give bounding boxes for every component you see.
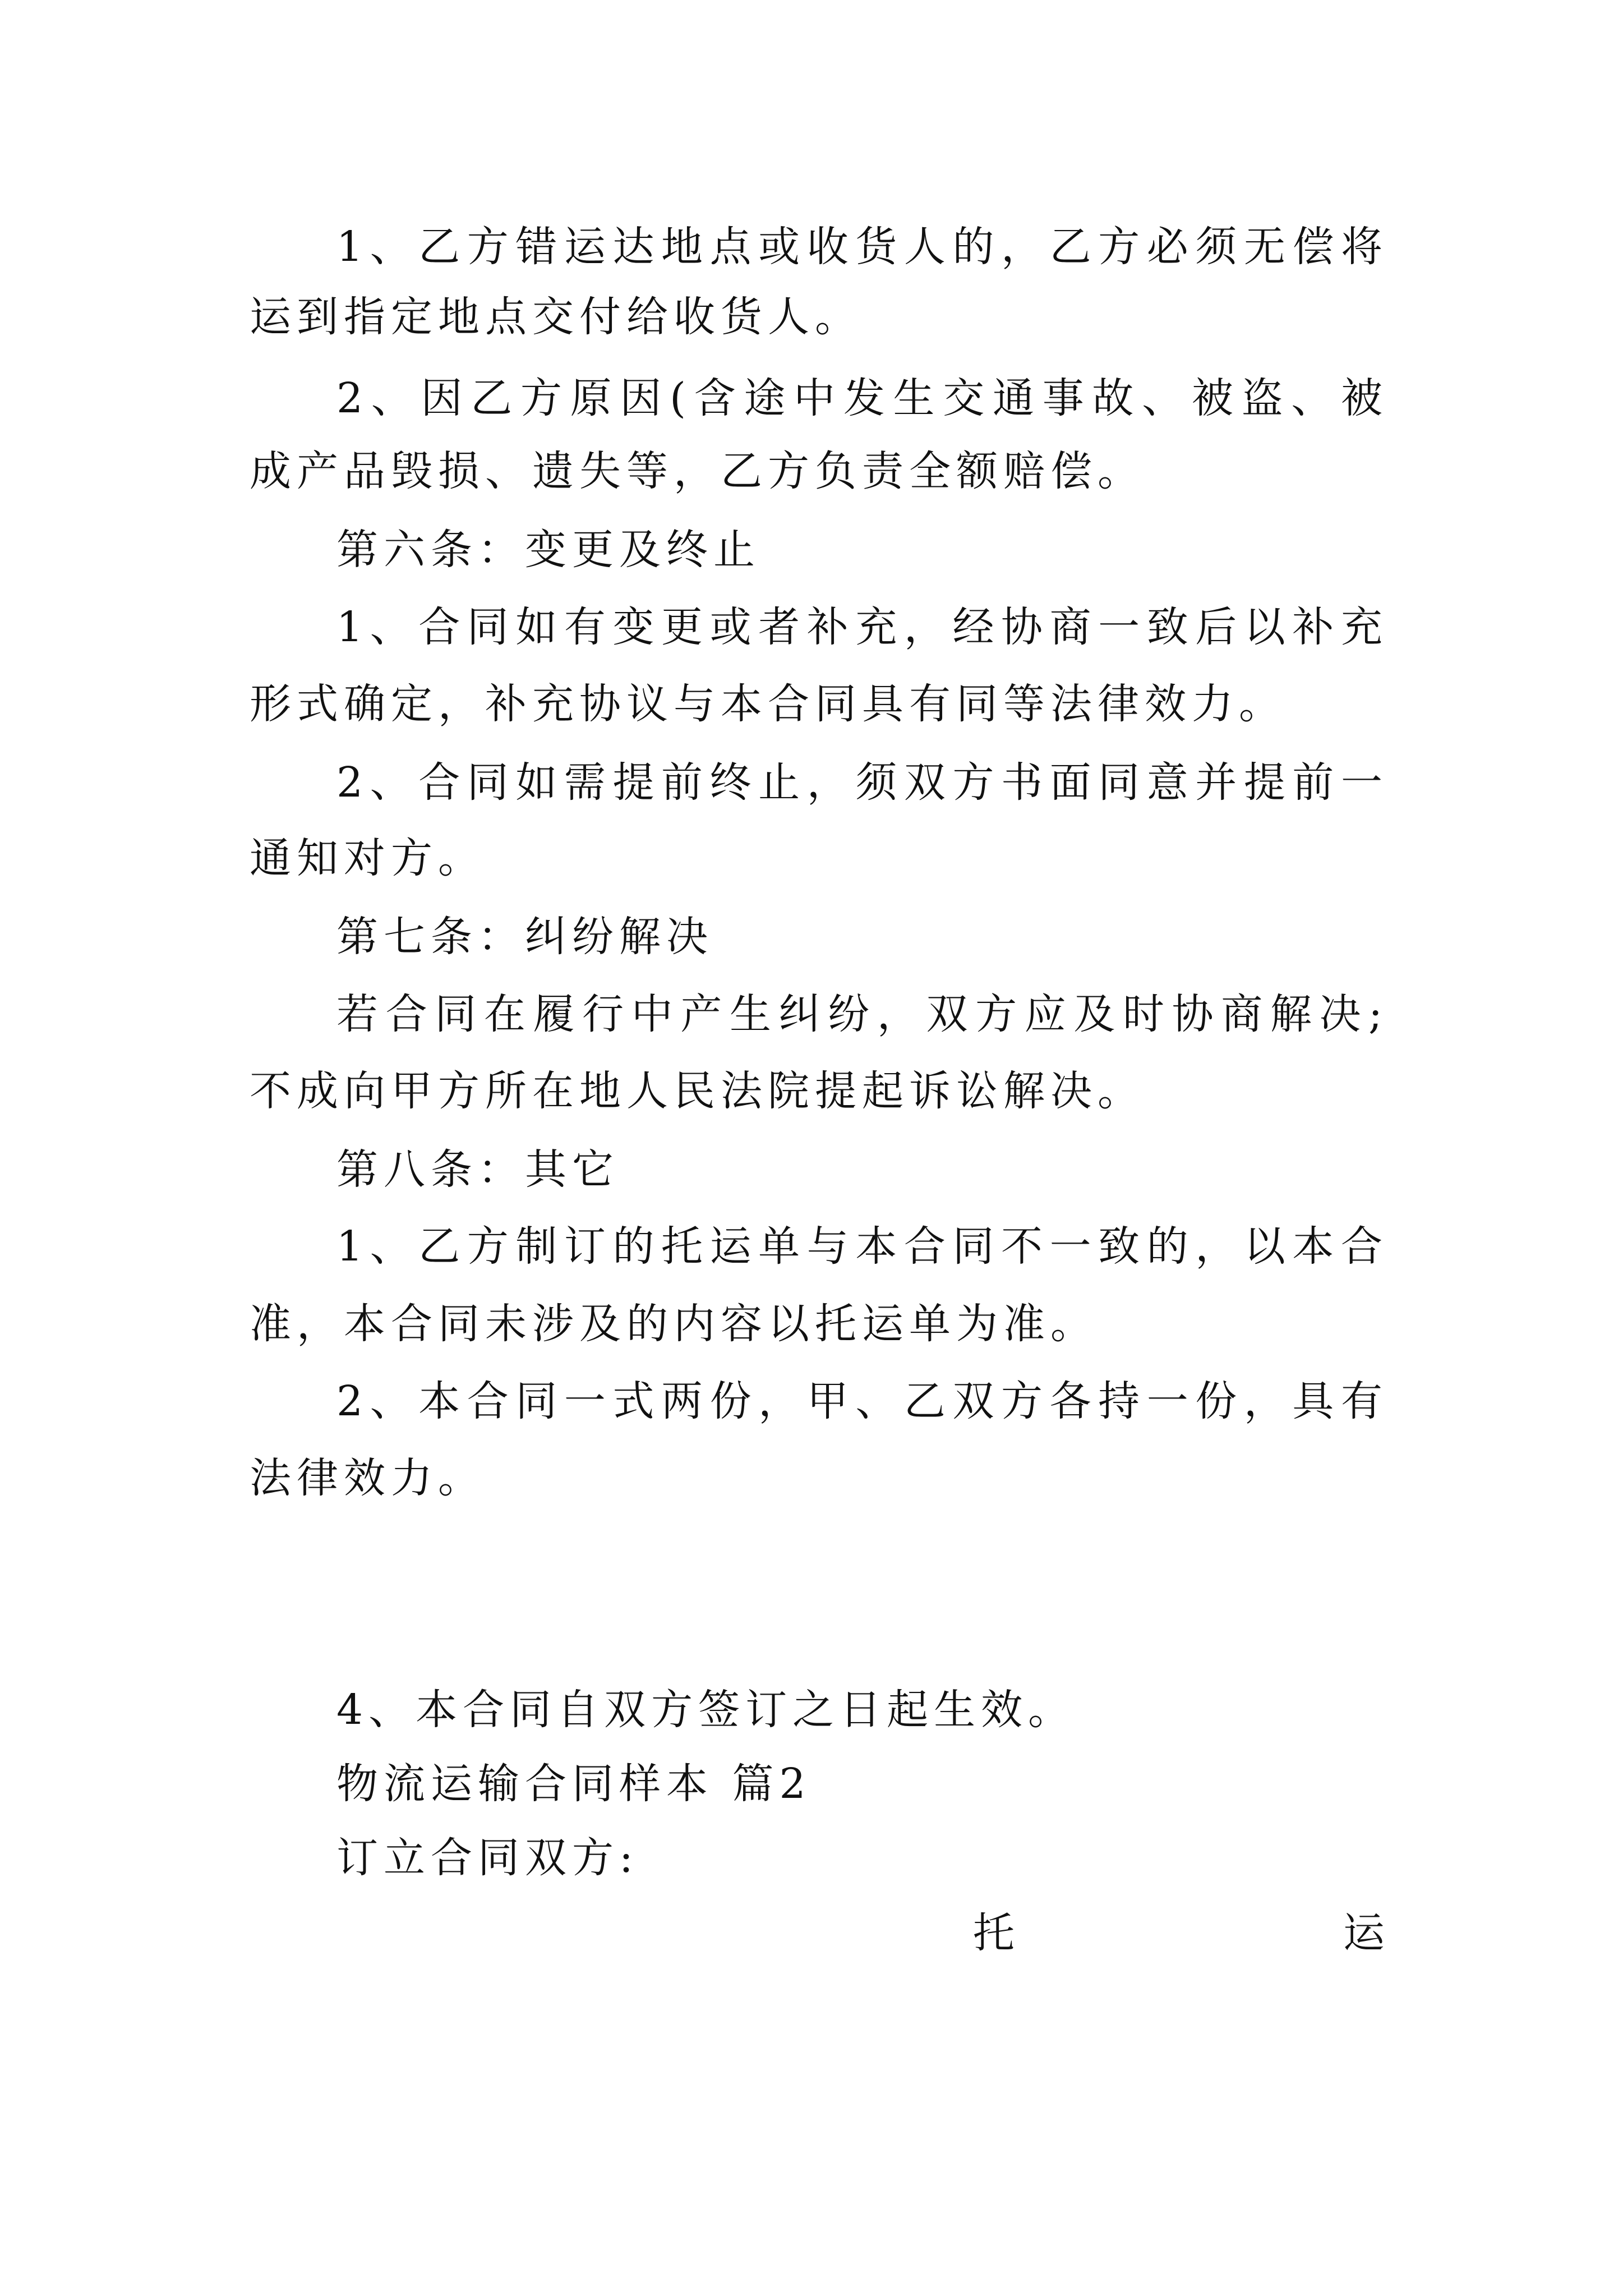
validity-line-2 (250, 1593, 1388, 1672)
section-heading: 第八条：其它 (336, 1145, 619, 1194)
shipper-char: 托 (973, 1909, 1015, 1957)
paragraph-line: 4、本合同自双方签订之日起生效。 (336, 1686, 1076, 1734)
paragraph-line: 若合同在履行中产生纠纷，双方应及时协商解决; (336, 990, 1388, 1038)
paragraph-line: 运到指定地点交付给收货人。 (250, 293, 862, 341)
paragraph-line: 1、乙方错运达地点或收货人的，乙方必须无偿将 (336, 223, 1388, 271)
paragraph-line: 准，本合同未涉及的内容以托运单为准。 (250, 1300, 1098, 1348)
paragraph-line: 2、合同如需提前终止，须双方书面同意并提前一 (336, 758, 1388, 807)
section-title: 物流运输合同样本 篇2 (336, 1760, 811, 1808)
section-heading: 第六条：变更及终止 (336, 526, 760, 574)
paragraph-line: 1、合同如有变更或者补充，经协商一致后以补充 (336, 603, 1388, 651)
section-heading: 第七条：纠纷解决 (336, 913, 713, 961)
paragraph-line: 法律效力。 (250, 1454, 485, 1502)
shipper-char: 运 (1343, 1909, 1385, 1957)
paragraph-line: 通知对方。 (250, 834, 485, 882)
parties-label: 订立合同双方: (336, 1834, 639, 1882)
shipper-line (250, 1970, 1416, 2049)
paragraph-line: 形式确定，补充协议与本合同具有同等法律效力。 (250, 680, 1286, 728)
validity-line (336, 1517, 1388, 1596)
paragraph-line: 成产品毁损、遗失等，乙方负责全额赔偿。 (250, 447, 1145, 495)
paragraph-line: 1、乙方制订的托运单与本合同不一致的，以本合 (336, 1222, 1388, 1271)
paragraph-line: 2、本合同一式两份，甲、乙双方各持一份，具有 (336, 1377, 1388, 1425)
paragraph-line: 不成向甲方所在地人民法院提起诉讼解决。 (250, 1067, 1145, 1115)
paragraph-line: 2、因乙方原因(含途中发生交通事故、被盗、被 (336, 374, 1388, 422)
